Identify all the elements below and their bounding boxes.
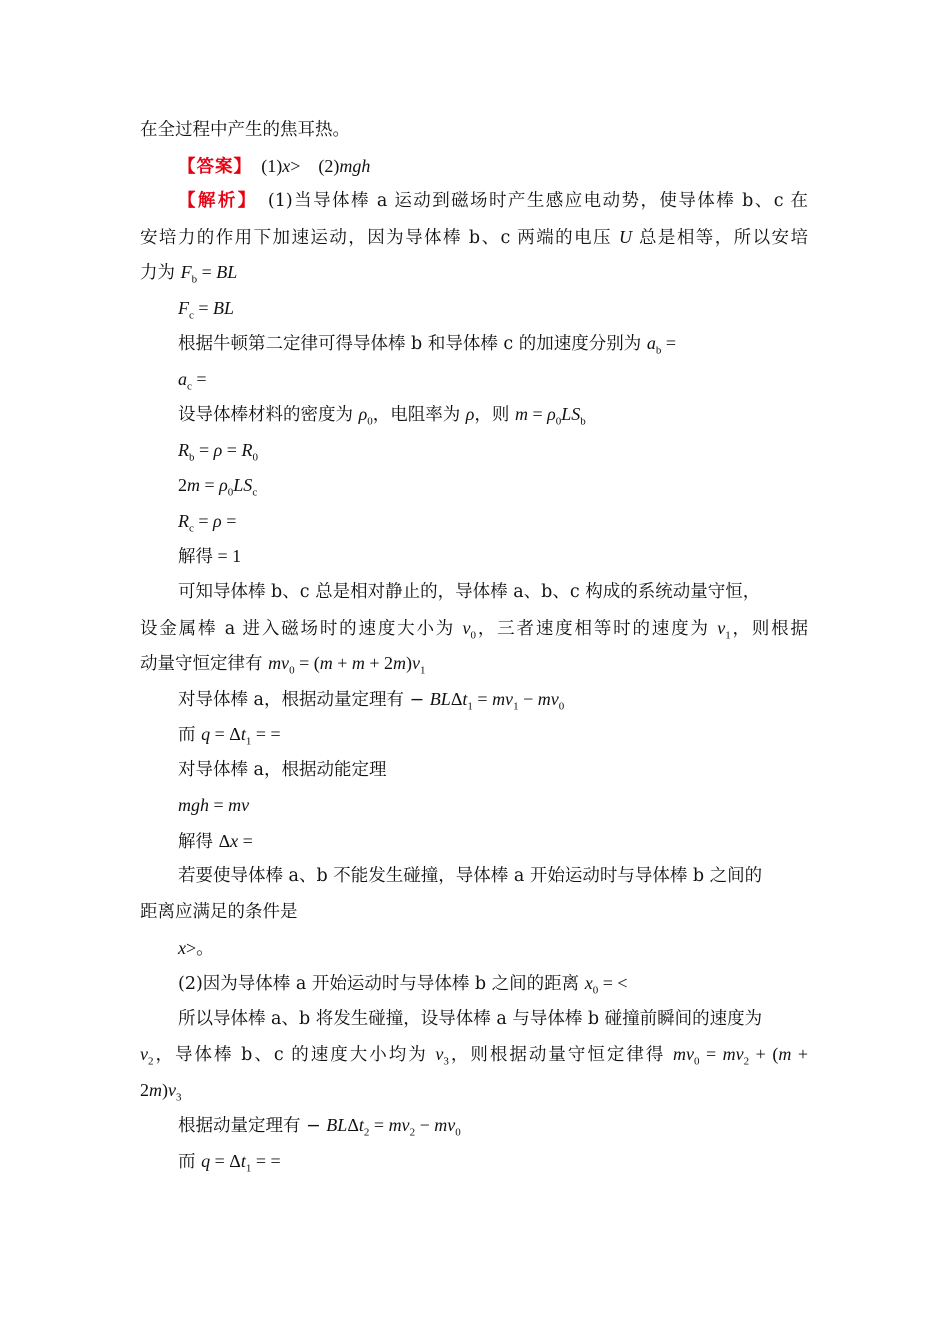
text-segment: = xyxy=(193,511,214,531)
text-segment: = xyxy=(661,333,676,353)
text-line xyxy=(178,190,808,212)
text-segment: x xyxy=(282,156,291,176)
text-segment: m xyxy=(149,1080,162,1100)
text-line xyxy=(140,1043,808,1073)
text-segment: 所以导体棒 a、b 将发生碰撞，设导体棒 a 与导体棒 b 碰撞前瞬间的速度为 xyxy=(178,1009,763,1029)
text-segment: − xyxy=(518,689,538,709)
text-segment: = xyxy=(472,689,493,709)
text-segment: + ( xyxy=(749,1044,779,1064)
text-segment: mgh xyxy=(178,795,209,815)
text-line xyxy=(178,545,241,568)
text-segment: 根据牛顿第二定律可得导体棒 b 和导体棒 c 的加速度分别为 xyxy=(178,334,647,354)
text-line xyxy=(140,261,237,291)
text-segment: > (2) xyxy=(290,156,340,176)
text-segment: R xyxy=(178,511,189,531)
text-segment: = xyxy=(221,511,237,531)
text-segment: x xyxy=(584,973,593,993)
text-segment: ) xyxy=(162,1080,168,1100)
text-segment: = < xyxy=(598,973,628,993)
text-segment: 而 xyxy=(178,725,202,745)
text-segment: x xyxy=(230,831,239,851)
text-line xyxy=(178,332,676,362)
text-segment: Δ xyxy=(450,689,463,709)
text-segment: (1)当导体棒 a 运动到磁场时产生感应电动势，使导体棒 b、c 在 xyxy=(249,191,809,211)
text-segment: = xyxy=(238,831,253,851)
text-segment: m xyxy=(351,653,365,673)
text-segment: 1 xyxy=(467,700,473,713)
text-segment: m xyxy=(319,653,333,673)
text-segment: 0 xyxy=(555,415,562,428)
text-line xyxy=(178,1114,461,1144)
text-segment: 0 xyxy=(558,700,565,713)
text-segment: 根据动量定理有 − xyxy=(178,1116,327,1136)
text-segment: Δ xyxy=(347,1115,359,1135)
text-segment: 1 xyxy=(245,735,252,748)
text-segment: = 1 xyxy=(213,546,242,566)
text-segment: = = xyxy=(251,1151,281,1171)
text-line xyxy=(178,1008,762,1030)
text-segment: R xyxy=(178,440,189,460)
text-segment: t xyxy=(240,1151,246,1171)
text-segment: BL xyxy=(216,262,238,282)
text-segment: = xyxy=(193,298,214,318)
text-segment: Δ xyxy=(218,831,231,851)
text-segment: 总是相等，所以安培 xyxy=(632,228,808,248)
text-segment: mv xyxy=(492,689,514,709)
text-segment: v xyxy=(717,618,726,638)
text-segment: 1 xyxy=(420,664,426,677)
text-segment: ρ xyxy=(547,404,556,424)
text-segment: mv xyxy=(673,1044,694,1064)
text-segment: + xyxy=(332,653,352,673)
text-segment: >。 xyxy=(186,938,215,958)
text-segment: = xyxy=(200,475,220,495)
text-segment: 1 xyxy=(245,1162,252,1175)
text-line xyxy=(178,155,370,178)
text-segment: ，三者速度相等时的速度为 xyxy=(476,619,718,639)
text-segment: v xyxy=(168,1080,176,1100)
text-segment: 0 xyxy=(694,1055,700,1068)
section-tag: 【答案】 xyxy=(178,157,244,177)
text-segment: mv xyxy=(268,653,290,673)
text-segment: ρ xyxy=(213,440,223,460)
text-line xyxy=(140,617,808,647)
text-line xyxy=(140,901,298,923)
text-segment: v xyxy=(412,653,421,673)
text-segment: v xyxy=(435,1044,444,1064)
text-segment: 距离应满足的条件是 xyxy=(140,902,298,922)
text-segment: c xyxy=(189,522,194,535)
text-segment: = xyxy=(191,369,207,389)
text-segment: 0 xyxy=(289,664,295,677)
text-segment: 可知导体棒 b、c 总是相对静止的，导体棒 a、b、c 构成的系统动量守恒， xyxy=(178,582,761,602)
text-segment: 0 xyxy=(470,629,477,642)
text-segment: 对导体棒 a，根据动能定理 xyxy=(178,760,387,780)
text-segment: = xyxy=(209,795,229,815)
text-segment: = = xyxy=(251,724,281,744)
text-segment: U xyxy=(619,227,632,247)
text-segment: = Δ xyxy=(210,724,241,744)
text-segment: t xyxy=(358,1115,364,1135)
text-segment: 0 xyxy=(592,984,599,997)
text-segment: 1 xyxy=(513,700,519,713)
text-segment: = xyxy=(222,440,242,460)
text-segment: (1) xyxy=(243,156,283,176)
text-line xyxy=(140,1079,182,1109)
text-segment: 2 xyxy=(148,1055,154,1068)
text-line xyxy=(178,510,236,540)
text-line xyxy=(140,226,808,249)
text-segment: 设金属棒 a 进入磁场时的速度大小为 xyxy=(140,619,463,639)
text-segment: m xyxy=(393,653,407,673)
text-segment: BL xyxy=(213,298,235,318)
text-segment: 3 xyxy=(176,1091,182,1104)
text-segment: 而 xyxy=(178,1152,202,1172)
text-segment: t xyxy=(462,689,468,709)
text-segment: − xyxy=(415,1115,435,1135)
text-line xyxy=(178,794,249,817)
text-segment: 安培力的作用下加速运动，因为导体棒 b、c 两端的电压 xyxy=(140,228,619,248)
text-segment: a xyxy=(646,333,656,353)
text-segment: 若要使导体棒 a、b 不能发生碰撞，导体棒 a 开始运动时与导体棒 b 之间的 xyxy=(178,866,763,886)
text-segment: = xyxy=(197,262,217,282)
text-segment: 在全过程中产生的焦耳热。 xyxy=(140,120,350,140)
text-segment: b xyxy=(191,273,198,286)
text-segment: ，电阻率为 xyxy=(372,405,466,425)
text-segment: 0 xyxy=(227,486,234,499)
text-line xyxy=(178,439,258,469)
text-segment: ρ xyxy=(465,404,475,424)
text-segment: c xyxy=(252,486,258,499)
text-segment: mv xyxy=(537,689,559,709)
text-segment: 力为 xyxy=(140,263,181,283)
text-segment: m xyxy=(514,404,528,424)
text-line xyxy=(178,723,281,753)
text-segment: + 2 xyxy=(364,653,394,673)
text-segment: t xyxy=(240,724,246,744)
text-segment: 2 xyxy=(363,1126,370,1139)
text-segment: ，则根据 xyxy=(730,619,808,639)
text-segment: ) xyxy=(406,653,413,673)
text-segment: ρ xyxy=(358,404,368,424)
text-segment: mv xyxy=(388,1115,410,1135)
text-segment: v xyxy=(140,1044,148,1064)
text-segment: 对导体棒 a，根据动量定理有 − xyxy=(178,690,430,710)
text-segment: 0 xyxy=(455,1126,461,1139)
text-segment: x xyxy=(178,938,186,958)
text-segment: m xyxy=(778,1044,792,1064)
text-segment: ρ xyxy=(213,511,222,531)
text-segment: R xyxy=(241,440,253,460)
text-segment: ，导体棒 b、c 的速度大小均为 xyxy=(153,1045,436,1065)
text-line xyxy=(178,1150,281,1180)
text-segment: 3 xyxy=(443,1055,449,1068)
text-segment: LS xyxy=(561,404,581,424)
text-segment: LS xyxy=(233,475,253,495)
text-segment: b xyxy=(580,415,586,428)
text-segment: 2 xyxy=(743,1055,750,1068)
text-segment: F xyxy=(178,298,189,318)
text-segment: = xyxy=(194,440,214,460)
text-segment: 1 xyxy=(725,629,731,642)
text-segment: 2 xyxy=(178,475,187,495)
text-segment: b xyxy=(655,344,662,357)
text-segment: = xyxy=(369,1115,389,1135)
text-segment: mv xyxy=(228,795,250,815)
text-segment: mv xyxy=(434,1115,456,1135)
text-segment: ，则 xyxy=(474,405,515,425)
text-segment: ，则根据动量守恒定律得 xyxy=(448,1045,673,1065)
text-segment: q xyxy=(201,724,211,744)
text-segment: mgh xyxy=(339,156,371,176)
text-segment: m xyxy=(187,475,200,495)
text-segment: c xyxy=(189,309,194,322)
text-segment: q xyxy=(201,1151,211,1171)
text-line xyxy=(178,688,564,718)
text-line xyxy=(178,865,762,887)
text-segment: ρ xyxy=(219,475,228,495)
text-line xyxy=(178,830,253,853)
text-segment: = ( xyxy=(294,653,320,673)
text-line xyxy=(178,759,387,781)
text-line xyxy=(178,368,207,398)
text-segment: 解得 xyxy=(178,547,213,567)
text-segment: = Δ xyxy=(210,1151,241,1171)
text-segment: b xyxy=(189,451,195,464)
text-segment: v xyxy=(462,618,471,638)
text-segment: 2 xyxy=(409,1126,416,1139)
section-tag: 【解析】 xyxy=(178,191,249,211)
text-segment: 0 xyxy=(252,451,258,464)
text-line xyxy=(178,403,586,433)
text-segment: 动量守恒定律有 xyxy=(140,654,269,674)
text-segment: 2 xyxy=(140,1080,149,1100)
text-segment: 解得 xyxy=(178,832,219,852)
text-segment: c xyxy=(187,380,192,393)
text-line xyxy=(178,474,257,504)
text-segment: F xyxy=(180,262,192,282)
text-line xyxy=(178,581,760,603)
text-segment: = xyxy=(699,1044,723,1064)
text-segment: 0 xyxy=(367,415,373,428)
text-segment: a xyxy=(178,369,187,389)
text-line xyxy=(140,652,426,682)
text-line xyxy=(178,972,628,1002)
text-segment: BL xyxy=(326,1115,348,1135)
text-line xyxy=(178,297,234,327)
text-segment: = xyxy=(527,404,548,424)
text-line xyxy=(140,119,350,141)
text-segment: (2)因为导体棒 a 开始运动时与导体棒 b 之间的距离 xyxy=(178,974,585,994)
text-segment: + xyxy=(791,1044,809,1064)
text-segment: mv xyxy=(722,1044,744,1064)
text-line xyxy=(178,937,214,960)
text-segment: 设导体棒材料的密度为 xyxy=(178,405,359,425)
text-segment: BL xyxy=(429,689,451,709)
